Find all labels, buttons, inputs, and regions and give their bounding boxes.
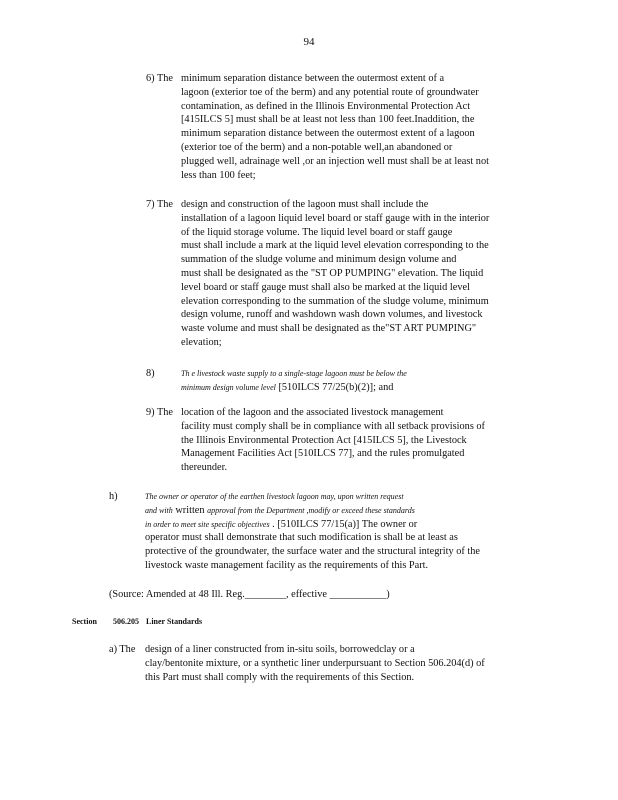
- source-text: (Source: Amended at 48 Ill. Reg.________, effective ___________): [109, 589, 390, 600]
- item-6-line: lagoon (exterior toe of the berm) and any potential route of groundwater: [181, 86, 479, 98]
- item-7-line: design volume, runoff and washdown wash down volumes, and livestock: [181, 309, 483, 321]
- item-7-line: installation of a lagoon liquid level board or staff gauge with in the interior: [181, 212, 490, 224]
- item-8-body: [181, 367, 407, 395]
- item-h-line: [145, 518, 480, 532]
- item-6-line: less than 100 feet;: [181, 169, 256, 181]
- item-a-line: this Part must shall comply with the requirements of this Section.: [145, 671, 415, 683]
- item-7-body: [181, 198, 489, 350]
- item-9-line: the Illinois Environmental Protection Act [415ILCS 5], the Livestock: [181, 434, 467, 446]
- item-h-citation: . [510ILCS 77/15(a)] The owner or: [272, 518, 418, 530]
- item-8-line: Th e livestock waste supply to a single-stage lagoon must be below the: [181, 369, 407, 378]
- item-h-written: written: [175, 504, 205, 516]
- item-6-body: [181, 72, 489, 182]
- item-h-line: The owner or operator of the earthen livestock lagoon may, upon written request: [145, 492, 404, 501]
- page-number: 94: [303, 36, 315, 48]
- section-number: 506.205: [113, 617, 139, 626]
- item-a-label: a) The: [109, 644, 136, 655]
- item-7-line: level board or staff gauge must shall also be marked at the liquid level: [181, 281, 470, 293]
- item-8-line: [181, 381, 407, 395]
- item-a-body: [145, 643, 485, 684]
- item-9-body: [181, 406, 485, 475]
- item-6-label: 6) The: [146, 73, 173, 84]
- item-h-line: operator must shall demonstrate that such modification is shall be at least as: [145, 532, 458, 544]
- item-7-line: elevation;: [181, 336, 222, 348]
- item-7-line: design and construction of the lagoon must shall include the: [181, 199, 429, 210]
- item-7-line: elevation corresponding to the summation of the sludge volume, minimum: [181, 295, 489, 307]
- item-7-label: 7) The: [146, 199, 173, 210]
- item-7-line: summation of the sludge volume and minimum design volume and: [181, 254, 457, 266]
- item-8-label: 8): [146, 368, 155, 379]
- item-6-line: plugged well, adrainage well ,or an injection well must shall be at least not: [181, 155, 489, 167]
- item-6-line: contamination, as defined in the Illinois Environmental Protection Act: [181, 100, 471, 112]
- item-6-line: [415ILCS 5] must shall be at least not less than 100 feet.Inaddition, the: [181, 114, 475, 126]
- item-9-line: facility must comply shall be in compliance with all setback provisions of: [181, 420, 485, 432]
- item-h-body: [145, 490, 480, 573]
- item-h-line: protective of the groundwater, the surface water and the structural integrity of the: [145, 546, 480, 558]
- item-9-line: thereunder.: [181, 462, 228, 474]
- item-6-line: minimum separation distance between the outermost extent of a lagoon: [181, 128, 475, 140]
- item-7-line: waste volume and must shall be designated as the"ST ART PUMPING": [181, 323, 477, 335]
- item-6-line: minimum separation distance between the outermost extent of a: [181, 73, 445, 84]
- item-9-label: 9) The: [146, 407, 173, 418]
- item-9-line: location of the lagoon and the associated livestock management: [181, 407, 444, 418]
- item-7-line: must shall include a mark at the liquid level elevation corresponding to the: [181, 240, 489, 252]
- item-7-line: must shall be designated as the "ST OP PUMPING" elevation. The liquid: [181, 267, 484, 279]
- item-7-line: of the liquid storage volume. The liquid level board or staff gauge: [181, 226, 453, 238]
- item-h-italic-text: approval from the Department ,modify or exceed these standards: [207, 505, 415, 515]
- section-title: Liner Standards: [146, 617, 203, 626]
- section-label: Section: [72, 617, 97, 626]
- item-9-line: Management Facilities Act [510ILCS 77], and the rules promulgated: [181, 448, 465, 460]
- item-a-line: design of a liner constructed from in-situ soils, borrowedclay or a: [145, 644, 415, 655]
- item-h-label: h): [109, 491, 118, 502]
- item-8-citation: [510ILCS 77/25(b)(2)]; and: [278, 381, 394, 393]
- item-h-italic-text: in order to meet site specific objectives: [145, 519, 270, 529]
- item-6-line: (exterior toe of the berm) and a non-potable well,an abandoned or: [181, 141, 453, 153]
- item-h-line: livestock waste management facility as the requirements of this Part.: [145, 559, 429, 571]
- item-8-italic-text: minimum design volume level: [181, 382, 276, 392]
- source-note: [109, 588, 549, 602]
- item-a-line: clay/bentonite mixture, or a synthetic liner underpursuant to Section 506.204(d) of: [145, 657, 485, 669]
- item-h-italic-text: and with: [145, 505, 173, 515]
- item-h-line: [145, 504, 480, 518]
